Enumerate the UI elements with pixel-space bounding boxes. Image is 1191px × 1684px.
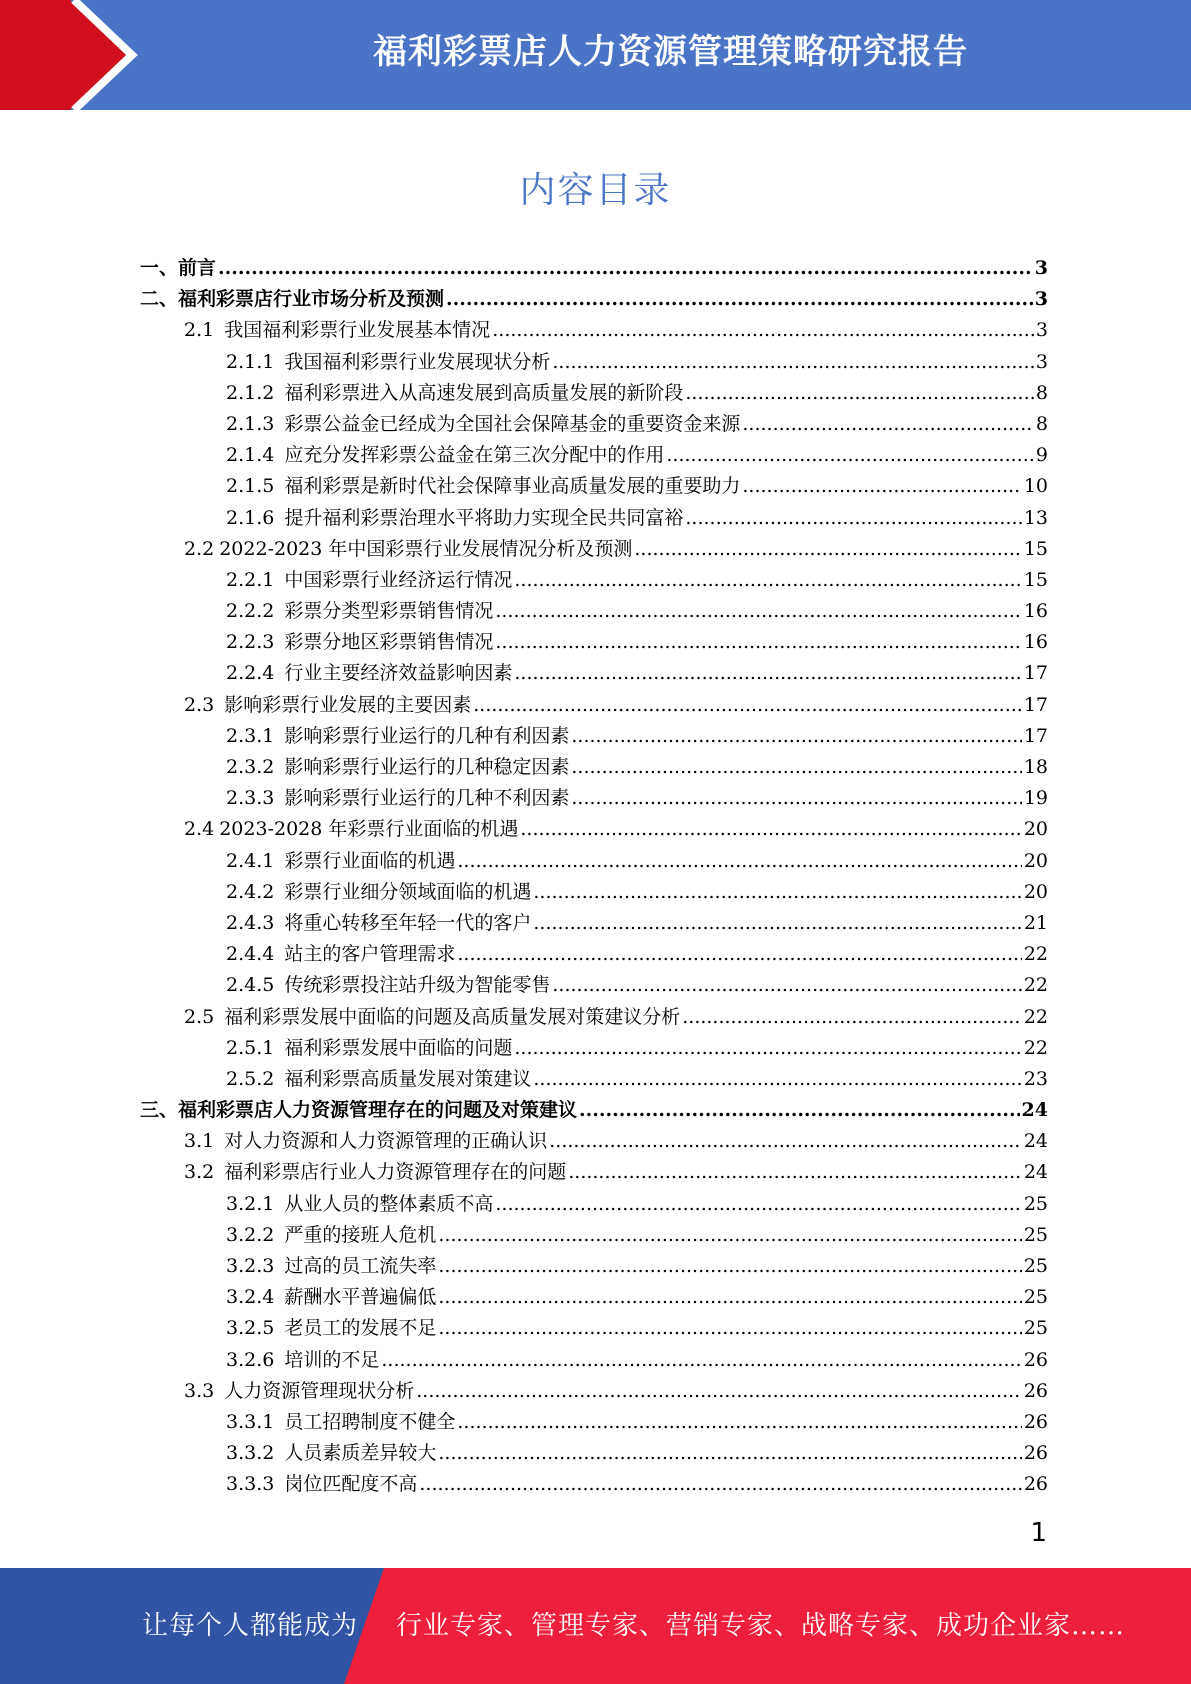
toc-entry-number: 3.3.2 xyxy=(226,1442,275,1465)
toc-entry-label xyxy=(226,1438,436,1465)
toc-entry-label xyxy=(226,1282,436,1309)
toc-entry-number: 2.3.1 xyxy=(226,724,275,747)
toc-entry[interactable] xyxy=(140,253,1048,284)
toc-entry-label xyxy=(226,1220,436,1247)
toc-entry-title: 应充分发挥彩票公益金在第三次分配中的作用 xyxy=(284,444,665,467)
toc-leader-dots xyxy=(514,662,1021,684)
toc-entry-label xyxy=(184,690,471,717)
toc-heading: 内容目录 xyxy=(519,170,672,211)
toc-leader-dots xyxy=(495,600,1021,622)
toc-entry-number: 二、 xyxy=(140,288,179,311)
toc-entry-label xyxy=(226,908,531,935)
toc-entry[interactable] xyxy=(140,503,1048,534)
toc-entry-page: 10 xyxy=(1023,475,1048,498)
toc-entry-page: 3 xyxy=(1035,319,1048,342)
toc-leader-dots xyxy=(416,1380,1022,1402)
toc-entry-label xyxy=(226,347,550,374)
toc-entry-title: 彩票行业面临的机遇 xyxy=(284,849,456,872)
toc-entry-page: 17 xyxy=(1023,662,1048,685)
toc-entry-page: 21 xyxy=(1023,911,1048,934)
toc-entry-page: 26 xyxy=(1023,1410,1048,1433)
toc-leader-dots xyxy=(438,1224,1021,1246)
toc-entry[interactable] xyxy=(140,315,1048,346)
toc-entry-label xyxy=(184,315,490,342)
toc-leader-dots xyxy=(457,943,1021,965)
toc-entry-title: 对人力资源和人力资源管理的正确认识 xyxy=(224,1130,548,1153)
toc-leader-dots xyxy=(438,1255,1021,1277)
toc-entry-page: 22 xyxy=(1023,1005,1048,1028)
page-number: 1 xyxy=(1030,1518,1047,1548)
toc-entry[interactable] xyxy=(140,658,1048,689)
toc-entry-label xyxy=(226,1064,531,1091)
toc-entry-page: 22 xyxy=(1023,943,1048,966)
toc-entry-number: 3.2.3 xyxy=(226,1255,275,1277)
toc-entry[interactable] xyxy=(140,440,1048,471)
toc-entry-label xyxy=(226,970,550,997)
toc-entry-label xyxy=(226,1033,512,1060)
toc-entry-title: 前言 xyxy=(178,257,217,279)
toc-entry-label xyxy=(226,503,683,530)
toc-entry-label xyxy=(226,378,683,405)
toc-entry[interactable] xyxy=(140,970,1048,1001)
toc-entry-title: 行业主要经济效益影响因素 xyxy=(284,662,513,685)
toc-entry-label xyxy=(226,471,740,498)
toc-entry[interactable] xyxy=(140,534,1048,565)
toc-entry[interactable] xyxy=(140,1157,1048,1188)
toc-entry-title: 中国彩票行业经济运行情况 xyxy=(284,568,513,591)
toc-entry[interactable] xyxy=(140,565,1048,596)
toc-entry-label xyxy=(226,565,512,592)
toc-entry-page: 13 xyxy=(1023,506,1048,529)
toc-entry-title: 员工招聘制度不健全 xyxy=(284,1410,456,1433)
toc-entry-label xyxy=(184,1376,414,1403)
toc-entry[interactable] xyxy=(140,471,1048,502)
toc-entry[interactable] xyxy=(140,783,1048,814)
toc-entry-title: 严重的接班人危机 xyxy=(284,1223,437,1246)
toc-entry[interactable] xyxy=(140,1220,1048,1251)
toc-entry-number: 2.4.4 xyxy=(226,943,275,966)
toc-entry-page: 26 xyxy=(1023,1348,1048,1371)
toc-entry-number: 2.4.5 xyxy=(226,974,275,997)
toc-entry-title: 从业人员的整体素质不高 xyxy=(284,1192,494,1215)
toc-entry-label xyxy=(226,1313,436,1340)
toc-leader-dots xyxy=(457,1411,1021,1433)
toc-entry-title: 培训的不足 xyxy=(284,1348,380,1371)
toc-leader-dots xyxy=(533,912,1021,934)
toc-entry-page: 23 xyxy=(1023,1067,1048,1090)
toc-entry-page: 8 xyxy=(1035,412,1048,435)
toc-entry-page: 15 xyxy=(1023,568,1048,591)
toc-entry-label xyxy=(184,1126,547,1153)
toc-entry-title: 站主的客户管理需求 xyxy=(284,943,456,966)
toc-entry[interactable] xyxy=(140,1126,1048,1157)
toc-entry-page: 16 xyxy=(1023,631,1048,654)
toc-entry-page: 17 xyxy=(1023,693,1048,716)
toc-entry-title: 彩票分类型彩票销售情况 xyxy=(284,600,494,623)
toc-entry-number: 2.2 xyxy=(184,537,215,560)
toc-leader-dots xyxy=(381,1349,1021,1371)
toc-entry-label xyxy=(226,1407,455,1434)
toc-entry-number: 2.2.2 xyxy=(226,600,275,623)
toc-entry-label xyxy=(140,284,444,311)
toc-entry[interactable] xyxy=(140,908,1048,939)
toc-entry-page: 15 xyxy=(1023,537,1048,560)
toc-entry-label xyxy=(226,409,740,436)
toc-entry-page: 16 xyxy=(1023,600,1048,623)
toc-entry[interactable] xyxy=(140,1189,1048,1220)
toc-entry[interactable] xyxy=(140,1313,1048,1344)
toc-entry[interactable] xyxy=(140,1376,1048,1407)
toc-entry-number: 2.2.4 xyxy=(226,662,275,685)
toc-leader-dots xyxy=(571,787,1021,809)
toc-entry-page: 22 xyxy=(1023,1036,1048,1059)
toc-leader-dots xyxy=(473,694,1022,716)
toc-entry-number: 2.1.1 xyxy=(226,350,275,373)
toc-entry[interactable] xyxy=(140,1469,1048,1500)
toc-entry-label xyxy=(184,534,632,561)
footer-slogan-left: 让每个人都能成为 xyxy=(142,1611,359,1641)
toc-entry-number: 2.1.4 xyxy=(226,444,275,467)
toc-entry-page: 25 xyxy=(1023,1223,1048,1246)
toc-entry-title: 影响彩票行业运行的几种不利因素 xyxy=(284,787,570,810)
toc-entry-number: 2.2.1 xyxy=(226,568,275,591)
toc-entry-page: 25 xyxy=(1023,1317,1048,1340)
toc-entry-number: 3.2.6 xyxy=(226,1348,275,1371)
toc-entry[interactable] xyxy=(140,1345,1048,1376)
toc-entry-title: 福利彩票店行业市场分析及预测 xyxy=(178,288,445,311)
toc-entry-title: 人力资源管理现状分析 xyxy=(224,1379,415,1402)
toc-entry-page: 24 xyxy=(1023,1130,1048,1153)
toc-entry-title: 提升福利彩票治理水平将助力实现全民共同富裕 xyxy=(284,506,684,529)
toc-entry-label xyxy=(226,658,512,685)
toc-entry-page: 20 xyxy=(1023,818,1048,841)
toc-entry-number: 一、 xyxy=(140,257,179,279)
table-of-contents xyxy=(140,253,1048,1501)
toc-entry-number: 2.5 xyxy=(184,1005,215,1028)
toc-entry-number: 2.4.1 xyxy=(226,849,275,872)
toc-leader-dots xyxy=(520,818,1021,840)
toc-entry-page: 20 xyxy=(1023,849,1048,872)
toc-entry-page: 3 xyxy=(1034,257,1048,279)
toc-entry-page: 26 xyxy=(1023,1442,1048,1465)
toc-entry-title: 2022-2023 年中国彩票行业发展情况分析及预测 xyxy=(219,537,633,560)
toc-entry-label xyxy=(226,627,493,654)
toc-entry-number: 2.1.5 xyxy=(226,475,275,498)
toc-entry[interactable] xyxy=(140,378,1048,409)
toc-entry[interactable] xyxy=(140,1095,1048,1126)
toc-entry-page: 25 xyxy=(1023,1255,1048,1277)
toc-entry-label xyxy=(226,440,664,467)
toc-entry-number: 3.2.5 xyxy=(226,1317,275,1340)
toc-leader-dots xyxy=(549,1130,1022,1152)
toc-leader-dots xyxy=(514,1037,1021,1059)
toc-entry-page: 26 xyxy=(1023,1473,1048,1496)
toc-entry-title: 影响彩票行业发展的主要因素 xyxy=(224,693,472,716)
toc-entry-label xyxy=(226,752,569,779)
toc-leader-dots xyxy=(457,850,1021,872)
toc-leader-dots xyxy=(533,1068,1021,1090)
toc-entry[interactable] xyxy=(140,284,1048,315)
toc-entry-number: 2.2.3 xyxy=(226,631,275,654)
footer-slogan-right: 行业专家、管理专家、营销专家、战略专家、成功企业家…… xyxy=(396,1611,1126,1641)
toc-entry-label xyxy=(184,1002,680,1029)
toc-entry-number: 2.1.6 xyxy=(226,506,275,529)
toc-entry-number: 3.1 xyxy=(184,1130,215,1153)
toc-entry-title: 福利彩票店行业人力资源管理存在的问题 xyxy=(224,1161,567,1184)
toc-leader-dots xyxy=(552,974,1021,996)
toc-entry-number: 2.1.2 xyxy=(226,381,275,404)
toc-entry-page: 8 xyxy=(1035,381,1048,404)
toc-entry-number: 3.2.1 xyxy=(226,1192,275,1215)
toc-entry[interactable] xyxy=(140,939,1048,970)
toc-entry-label xyxy=(140,1095,577,1122)
toc-entry-page: 3 xyxy=(1035,350,1048,373)
toc-entry[interactable] xyxy=(140,1033,1048,1064)
toc-entry-title: 我国福利彩票行业发展现状分析 xyxy=(284,350,551,373)
toc-entry-title: 岗位匹配度不高 xyxy=(284,1473,418,1496)
toc-leader-dots xyxy=(438,1286,1021,1308)
toc-entry[interactable] xyxy=(140,1438,1048,1469)
toc-entry-page: 9 xyxy=(1035,444,1048,467)
toc-entry-number: 3.3 xyxy=(184,1379,215,1402)
toc-entry-title: 2023-2028 年彩票行业面临的机遇 xyxy=(219,818,519,841)
toc-entry-label xyxy=(226,596,493,623)
toc-entry-number: 2.5.1 xyxy=(226,1036,275,1059)
toc-entry-title: 福利彩票进入从高速发展到高质量发展的新阶段 xyxy=(284,381,684,404)
toc-leader-dots xyxy=(438,1442,1021,1464)
toc-leader-dots xyxy=(634,538,1021,560)
toc-entry[interactable] xyxy=(140,1064,1048,1095)
toc-leader-dots xyxy=(533,881,1021,903)
toc-entry-number: 2.3.3 xyxy=(226,787,275,810)
toc-entry[interactable] xyxy=(140,846,1048,877)
toc-leader-dots xyxy=(218,257,1033,279)
toc-entry-label xyxy=(226,721,569,748)
toc-leader-dots xyxy=(419,1473,1021,1495)
toc-entry[interactable] xyxy=(140,409,1048,440)
toc-entry-number: 2.5.2 xyxy=(226,1067,275,1090)
toc-entry-number: 2.4.2 xyxy=(226,880,275,903)
toc-entry-number: 3.2.4 xyxy=(226,1286,275,1309)
toc-entry[interactable] xyxy=(140,1407,1048,1438)
toc-leader-dots xyxy=(492,319,1034,341)
toc-leader-dots xyxy=(552,351,1034,373)
toc-leader-dots xyxy=(742,413,1034,435)
toc-entry-label xyxy=(226,877,531,904)
toc-leader-dots xyxy=(438,1317,1021,1339)
toc-entry-title: 彩票公益金已经成为全国社会保障基金的重要资金来源 xyxy=(284,412,741,435)
toc-entry-page: 17 xyxy=(1023,724,1048,747)
toc-entry-number: 2.1.3 xyxy=(226,412,275,435)
toc-leader-dots xyxy=(495,631,1021,653)
toc-entry-label xyxy=(140,253,216,280)
toc-entry-page: 22 xyxy=(1023,974,1048,997)
toc-entry-number: 3.3.3 xyxy=(226,1473,275,1496)
toc-leader-dots xyxy=(579,1099,1020,1121)
toc-entry-title: 影响彩票行业运行的几种稳定因素 xyxy=(284,756,570,778)
toc-entry-page: 19 xyxy=(1023,787,1048,810)
toc-entry-page: 24 xyxy=(1021,1099,1048,1122)
toc-entry-title: 薪酬水平普遍偏低 xyxy=(284,1286,437,1309)
toc-entry-number: 2.1 xyxy=(184,319,215,342)
toc-leader-dots xyxy=(514,569,1021,591)
toc-entry-number: 2.3.2 xyxy=(226,756,275,778)
toc-entry-label xyxy=(226,1469,417,1496)
toc-entry[interactable] xyxy=(140,877,1048,908)
toc-leader-dots xyxy=(571,756,1021,778)
toc-entry-title: 福利彩票是新时代社会保障事业高质量发展的重要助力 xyxy=(284,475,741,498)
toc-entry-number: 3.3.1 xyxy=(226,1410,275,1433)
toc-entry-label xyxy=(226,846,455,873)
toc-entry-label xyxy=(184,1157,566,1184)
toc-entry-title: 福利彩票发展中面临的问题及高质量发展对策建议分析 xyxy=(224,1005,681,1028)
footer-banner xyxy=(0,1568,1191,1684)
toc-leader-dots xyxy=(666,444,1034,466)
toc-leader-dots xyxy=(446,288,1033,310)
toc-entry-label xyxy=(226,939,455,966)
toc-entry-page: 26 xyxy=(1023,1379,1048,1402)
toc-entry-title: 传统彩票投注站升级为智能零售 xyxy=(284,974,551,997)
toc-entry-title: 老员工的发展不足 xyxy=(284,1317,437,1340)
toc-entry-number: 2.4.3 xyxy=(226,911,275,934)
toc-entry-label xyxy=(226,1251,436,1278)
toc-entry-title: 彩票分地区彩票销售情况 xyxy=(284,631,494,654)
toc-entry[interactable] xyxy=(140,1282,1048,1313)
toc-entry-number: 2.3 xyxy=(184,693,215,716)
toc-entry[interactable] xyxy=(140,690,1048,721)
toc-leader-dots xyxy=(568,1161,1022,1183)
toc-leader-dots xyxy=(742,475,1021,497)
toc-leader-dots xyxy=(571,725,1021,747)
toc-entry[interactable] xyxy=(140,596,1048,627)
toc-entry[interactable] xyxy=(140,814,1048,845)
toc-entry-title: 福利彩票发展中面临的问题 xyxy=(284,1036,513,1059)
toc-entry-title: 彩票行业细分领域面临的机遇 xyxy=(284,880,532,903)
toc-entry-title: 过高的员工流失率 xyxy=(284,1255,437,1277)
toc-entry-number: 2.4 xyxy=(184,818,215,841)
toc-entry-page: 25 xyxy=(1023,1192,1048,1215)
header-arrow-icon xyxy=(0,0,160,110)
toc-entry-label xyxy=(184,814,518,841)
toc-entry[interactable] xyxy=(140,627,1048,658)
toc-entry-title: 将重心转移至年轻一代的客户 xyxy=(284,911,532,934)
toc-leader-dots xyxy=(685,382,1034,404)
toc-entry[interactable] xyxy=(140,752,1048,783)
toc-entry-number: 3.2.2 xyxy=(226,1223,275,1246)
toc-entry-page: 25 xyxy=(1023,1286,1048,1309)
toc-entry-title: 影响彩票行业运行的几种有利因素 xyxy=(284,724,570,747)
toc-entry[interactable] xyxy=(140,721,1048,752)
toc-entry[interactable] xyxy=(140,1251,1048,1282)
toc-leader-dots xyxy=(682,1006,1022,1028)
toc-entry-title: 福利彩票高质量发展对策建议 xyxy=(284,1067,532,1090)
report-title: 福利彩票店人力资源管理策略研究报告 xyxy=(373,32,968,72)
header-banner xyxy=(0,0,1191,110)
toc-entry-number: 三、 xyxy=(140,1099,179,1122)
toc-entry-number: 3.2 xyxy=(184,1161,215,1184)
toc-entry[interactable] xyxy=(140,347,1048,378)
toc-leader-dots xyxy=(495,1193,1021,1215)
toc-entry-title: 人员素质差异较大 xyxy=(284,1442,437,1465)
toc-entry-page: 18 xyxy=(1023,756,1048,778)
toc-entry-label xyxy=(226,1345,379,1372)
toc-entry-page: 3 xyxy=(1034,288,1048,311)
toc-entry-title: 福利彩票店人力资源管理存在的问题及对策建议 xyxy=(178,1099,578,1122)
toc-entry-label xyxy=(226,1189,493,1216)
toc-entry-page: 20 xyxy=(1023,880,1048,903)
toc-entry-page: 24 xyxy=(1023,1161,1048,1184)
toc-entry-title: 我国福利彩票行业发展基本情况 xyxy=(224,319,491,342)
toc-leader-dots xyxy=(685,507,1021,529)
toc-entry[interactable] xyxy=(140,1002,1048,1033)
toc-entry-label xyxy=(226,783,569,810)
